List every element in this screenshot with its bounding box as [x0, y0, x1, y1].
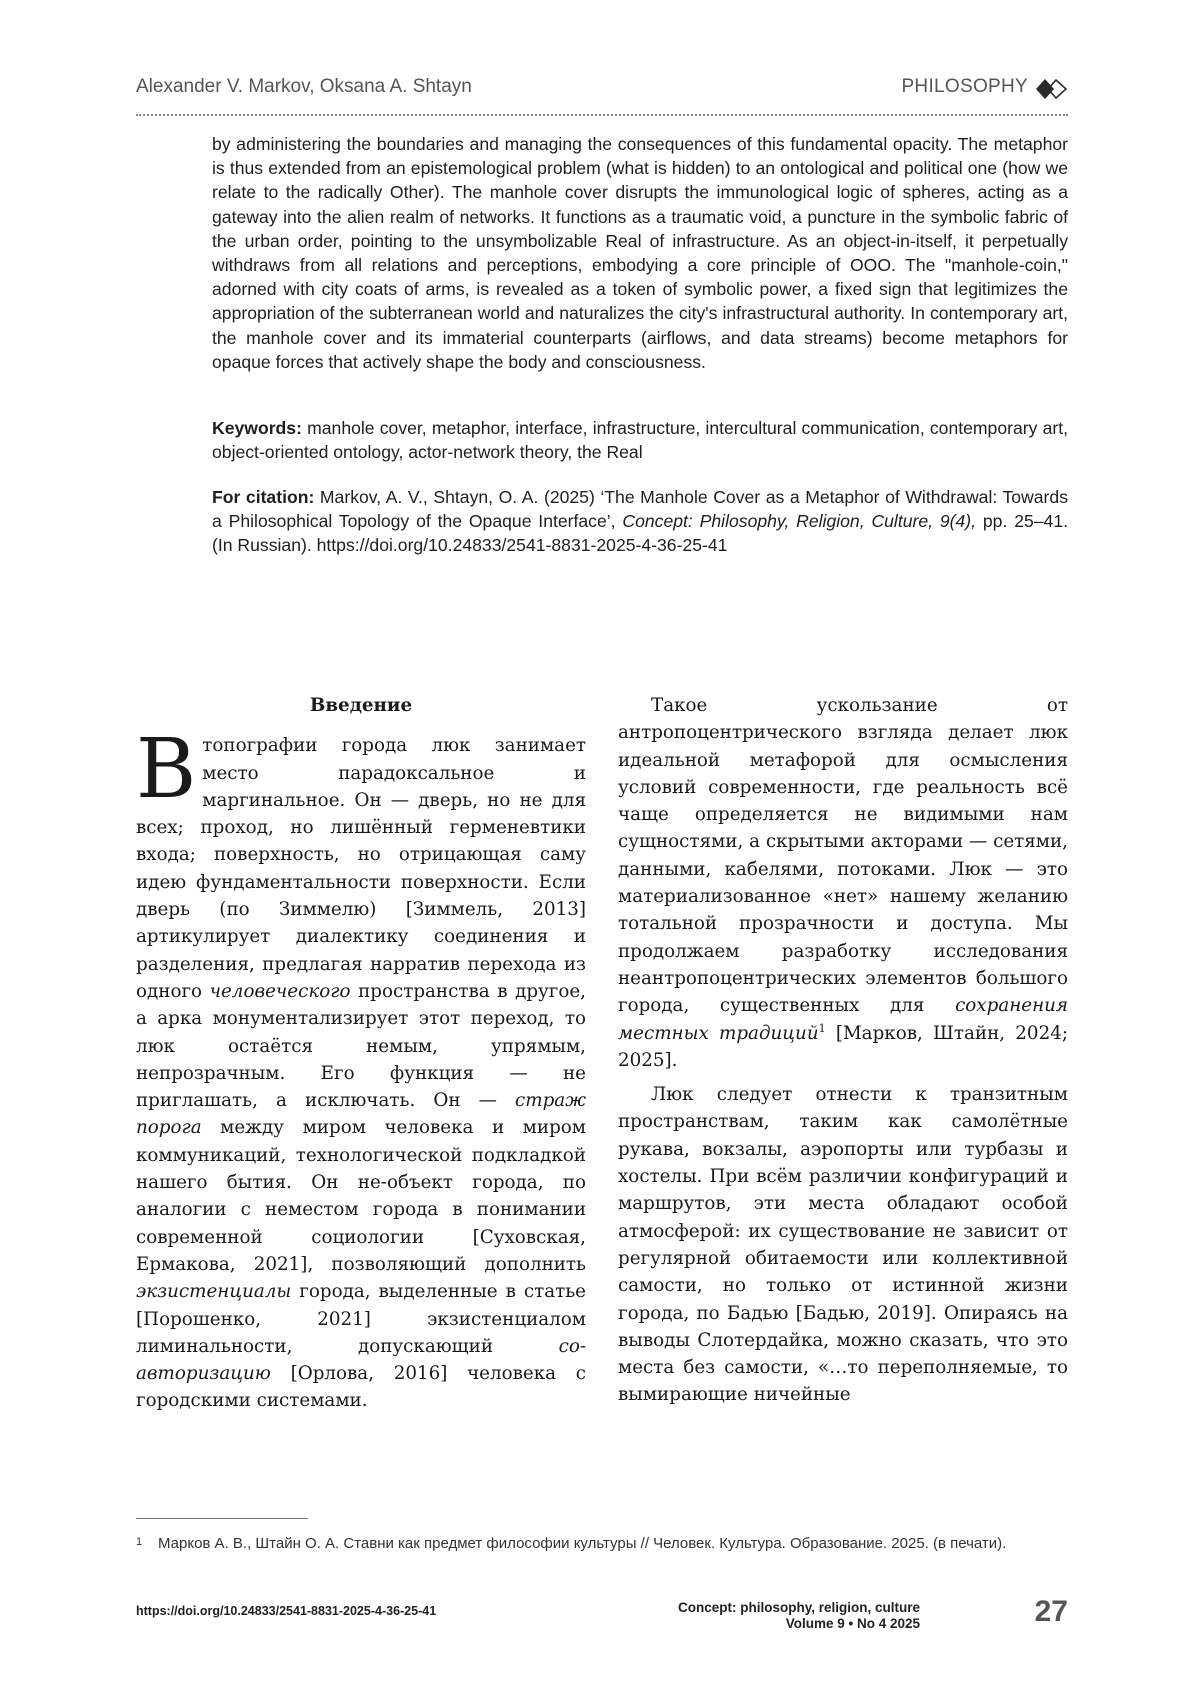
- footer-doi-link[interactable]: https://doi.org/10.24833/2541-8831-2025-4-36-25-41: [136, 1604, 437, 1618]
- citation-label: For citation:: [212, 487, 315, 507]
- keywords-text: manhole cover, metaphor, interface, infrastructure, intercultural communication, contemporary art, object-oriented ontology, actor-network theory, the Real: [212, 418, 1068, 463]
- journal-logo-icon: [1034, 76, 1068, 102]
- footnote: [136, 1534, 1068, 1554]
- body-paragraph: Люк следует отнести к транзитным пространствам, таким как самолётные рукава, вокзалы, аэропорты или турбазы и хостелы. При всём различии конфигураций и маршрутов, эти места обладают особой атмосферой: их существование не зависит от регулярной обитаемости или коллективной самости, но только от истинной жизни города, по Бадью [Бадью, 2019]. Опираясь на выводы Слотердайка, можно сказать, что это места без самости, «…то переполняемые, то вымирающие ничейные: [618, 1084, 1068, 1406]
- text-run: [Орлова, 2016] человека с городскими системами.: [136, 1363, 586, 1412]
- drop-cap: В: [136, 722, 197, 818]
- abstract-text: by administering the boundaries and managing the consequences of this fundamental opacity. The metaphor is thus extended from an epistemological problem (what is hidden) to an ontological and political one (how we relate to the radically Other). The manhole cover disrupts the immunological logic of spheres, acting as a gateway into the alien realm of networks. It functions as a traumatic void, a puncture in the symbolic fabric of the urban order, pointing to the unsymbolizable Real of infrastructure. As an object-in-itself, it perpetually withdraws from all relations and perceptions, embodying a core principle of OOO. The "manhole-coin," adorned with city coats of arms, is revealed as a token of symbolic power, a fixed sign that legitimizes the appropriation of the subterranean world and naturalizes the city's infrastructural authority. In contemporary art, the manhole cover and its immaterial counterparts (airflows, and data streams) become metaphors for opaque forces that actively shape the body and consciousness.: [212, 134, 1068, 372]
- italic-run: сохранения местных традиций: [618, 995, 1068, 1044]
- footer-journal-title: Concept: philosophy, religion, culture: [677, 1600, 920, 1615]
- italic-run: человеческого: [209, 980, 351, 1002]
- text-run: Такое ускользание от антропоцентрического взгляда делает люк идеальной метафорой для осмысления условий современности, где реальность всё чаще определяется не видимыми нам сущностями, а скрытыми акторами — сетями, данными, кабелями, потоками. Люк — это материализованное «нет» нашему желанию тотальной прозрачности и доступа. Мы продолжаем разработку исследования неантропоцентрических элементов большого города, существенных для: [618, 695, 1068, 1017]
- body-paragraph: [618, 692, 1068, 1074]
- footer-journal-issue: Volume 9 • No 4 2025: [785, 1616, 920, 1631]
- italic-run: со-авторизацию: [136, 1335, 586, 1385]
- header-section-label: PHILOSOPHY: [901, 76, 1028, 97]
- abstract: [212, 132, 1068, 374]
- footnote-number: 1: [136, 1536, 143, 1548]
- header-authors: Alexander V. Markov, Oksana A. Shtayn: [136, 76, 472, 97]
- keywords-label: Keywords:: [212, 418, 302, 438]
- intro-paragraph: [136, 722, 586, 1414]
- footnote-divider: [136, 1518, 308, 1519]
- keywords: [212, 416, 1068, 464]
- text-run: [Марков, Штайн, 2024; 2025].: [618, 1022, 1068, 1071]
- footer-journal-info: [620, 1600, 920, 1632]
- page-number: 27: [1034, 1595, 1068, 1628]
- text-run: топографии города люк занимает место парадоксальное и маргинальное. Он — дверь, но не для всех; проход, но лишённый герменевтики входа; поверхность, но отрицающая саму идею фундаментальности поверхности. Если дверь (по Зиммелю) [Зиммель, 2013] артикулирует диалектику соединения и разделения, предлагая нарратив перехода из одного: [136, 735, 586, 1002]
- footnote-text: Марков А. В., Штайн О. А. Ставни как предмет философии культуры // Человек. Культура. Образование. 2025. (в печати).: [158, 1535, 1007, 1552]
- left-column: [136, 692, 586, 1415]
- right-column: [618, 692, 1068, 1409]
- running-header: [136, 76, 1068, 112]
- italic-run: экзистенциалы: [136, 1281, 292, 1303]
- footnote-marker[interactable]: 1: [818, 1021, 826, 1035]
- citation-tail: pp. 25–41. (In Russian). https://doi.org/10.24833/2541-8831-2025-4-36-25-41: [212, 511, 1069, 556]
- citation-journal: Concept: Philosophy, Religion, Culture, 9(4),: [622, 511, 977, 532]
- text-run: между миром человека и миром коммуникаций, технологической подкладкой нашего бытия. Он не-объект города, по аналогии с неместом города в понимании современной социологии [Суховская, Ермакова, 2021], позволяющий дополнить: [136, 1117, 586, 1275]
- citation-text: Markov, A. V., Shtayn, O. A. (2025) ‘The Manhole Cover as a Metaphor of Withdrawal: Towards a Philosophical Topology of the Opaque Interface’,: [212, 487, 1068, 532]
- text-run: города, выделенные в статье [Порошенко, 2021] экзистенциалом лиминальности, допускающий: [136, 1281, 586, 1357]
- citation: [212, 485, 1068, 558]
- section-heading: Введение: [309, 695, 413, 716]
- text-run: пространства в другое, а арка монументализирует этот переход, то люк остаётся немым, упрямым, непрозрачным. Его функция — не приглашать, а исключать. Он —: [136, 980, 586, 1112]
- italic-run: страж порога: [136, 1090, 586, 1139]
- header-divider: [136, 114, 1068, 116]
